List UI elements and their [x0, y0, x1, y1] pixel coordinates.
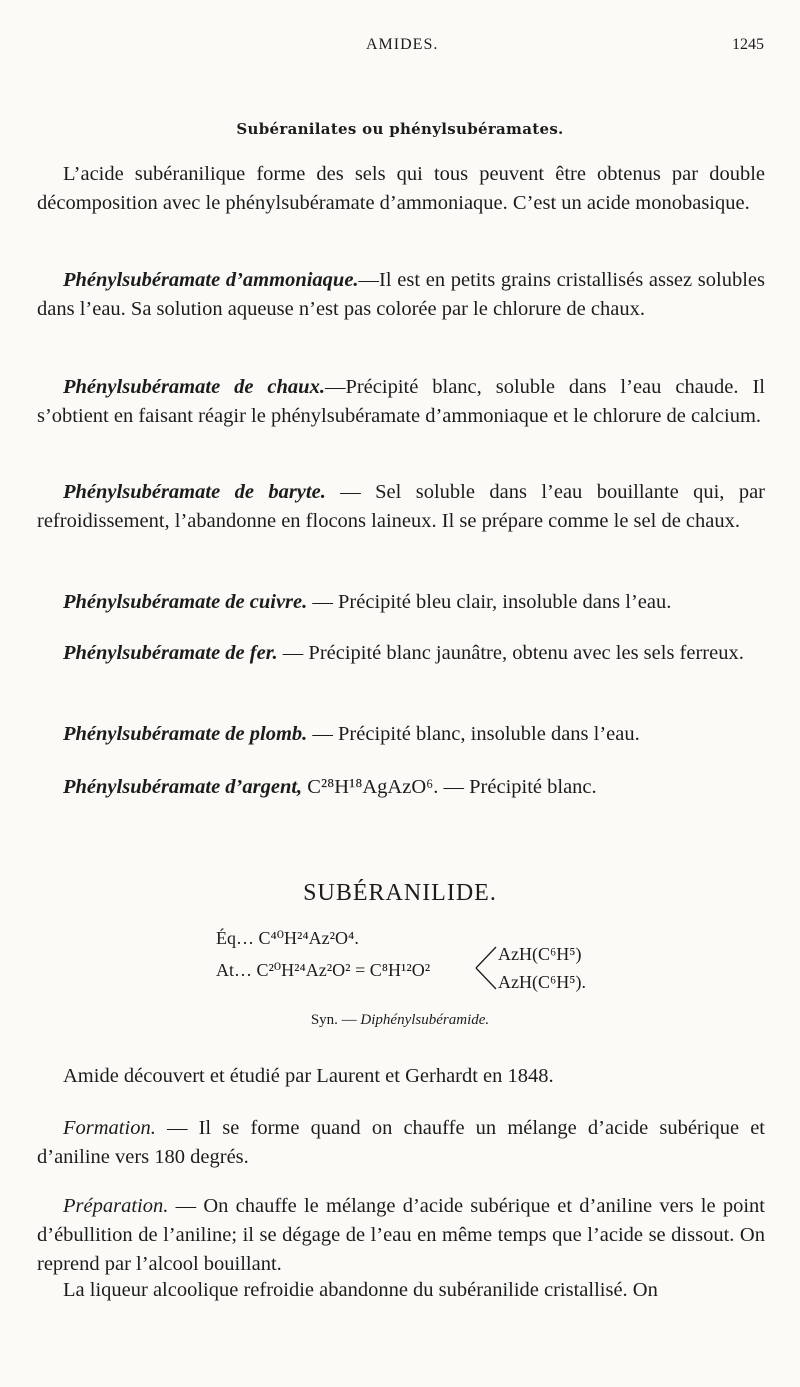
salt-description: — Sel soluble dans l’eau bouillante qui, par refroidissement, l’abandonne en flocons laineux. Il se prépare comme le sel de chaux.	[37, 481, 766, 532]
formula-label: At…	[216, 960, 252, 980]
running-header	[0, 36, 800, 60]
formula-label: Éq…	[216, 928, 254, 948]
salt-description: — Précipité blanc jaunâtre, obtenu avec les sels ferreux.	[277, 642, 744, 664]
formation-label: Formation.	[63, 1117, 156, 1139]
formula-branch-top: AzH(C⁶H⁵)	[498, 944, 582, 964]
salt-paragraph-ammoniaque	[37, 266, 765, 324]
salt-name: Phénylsubéramate de cuivre.	[63, 591, 308, 613]
header-title: AMIDES.	[366, 36, 439, 53]
formula-branch-lines	[474, 945, 498, 991]
salt-paragraph-cuivre	[37, 588, 765, 617]
salt-name: Phénylsubéramate d’ammoniaque.	[63, 269, 359, 291]
salt-paragraph-baryte	[37, 478, 765, 536]
salt-name: Phénylsubéramate de baryte.	[63, 481, 326, 503]
synonym-line	[0, 1012, 800, 1029]
salt-description: — Précipité bleu clair, insoluble dans l’eau.	[307, 591, 672, 613]
salt-description: — Précipité blanc, insoluble dans l’eau.	[307, 723, 640, 745]
salt-paragraph-chaux	[37, 373, 765, 431]
salt-paragraph-argent	[37, 773, 765, 802]
page-number: 1245	[732, 36, 764, 53]
intro-paragraph: L’acide subéranilique forme des sels qui tous peuvent être obtenus par double décomposition avec le phénylsubéramate d’ammoniaque. C’est un acide monobasique.	[37, 163, 765, 214]
discovery-paragraph: Amide découvert et étudié par Laurent et Gerhardt en 1848.	[63, 1065, 554, 1087]
salt-name: Phénylsubéramate de fer.	[63, 642, 278, 664]
preparation-paragraph	[37, 1192, 765, 1279]
preparation-label: Préparation.	[63, 1195, 169, 1217]
formula-value: C²⁰H²⁴Az²O² = C⁸H¹²O²	[256, 960, 431, 980]
salt-name: Phénylsubéramate d’argent,	[63, 776, 303, 798]
synonym-name: Diphénylsubéramide.	[360, 1012, 490, 1028]
synonym-label: Syn. —	[310, 1012, 357, 1028]
final-line: La liqueur alcoolique refroidie abandonne du subéranilide cristallisé. On	[63, 1279, 658, 1301]
preparation-text: — On chauffe le mélange d’acide subérique et d’aniline vers le point d’ébullition de l’aniline; il se dégage de l’eau en même temps que l’acide se dissout. On reprend par l’alcool bouillant.	[37, 1195, 765, 1275]
formation-text: — Il se forme quand on chauffe un mélange d’acide subérique et d’aniline vers 180 degrés.	[37, 1117, 765, 1168]
section-title: Subéranilates ou phénylsubéramates.	[236, 120, 564, 138]
salt-name: Phénylsubéramate de chaux.	[63, 376, 325, 398]
formation-paragraph	[37, 1114, 765, 1172]
formula-value: C⁴⁰H²⁴Az²O⁴.	[258, 928, 359, 948]
salt-name: Phénylsubéramate de plomb.	[63, 723, 308, 745]
salt-description: —Il est en petits grains cristallisés assez solubles dans l’eau. Sa solution aqueuse n’est pas colorée par le chlorure de chaux.	[37, 269, 765, 320]
salt-description: — Précipité blanc.	[438, 776, 597, 798]
salt-formula: C²⁸H¹⁸AgAzO⁶.	[307, 776, 439, 798]
salt-paragraph-plomb	[37, 720, 765, 749]
salt-paragraph-fer	[37, 639, 765, 668]
salt-description: —Précipité blanc, soluble dans l’eau chaude. Il s’obtient en faisant réagir le phénylsubéramate d’ammoniaque et le chlorure de calcium.	[37, 376, 765, 427]
formula-branch-bottom: AzH(C⁶H⁵).	[498, 972, 587, 992]
formula-equivalent	[216, 928, 359, 949]
formula-atomic	[216, 960, 430, 981]
compound-title: SUBÉRANILIDE.	[303, 880, 497, 906]
